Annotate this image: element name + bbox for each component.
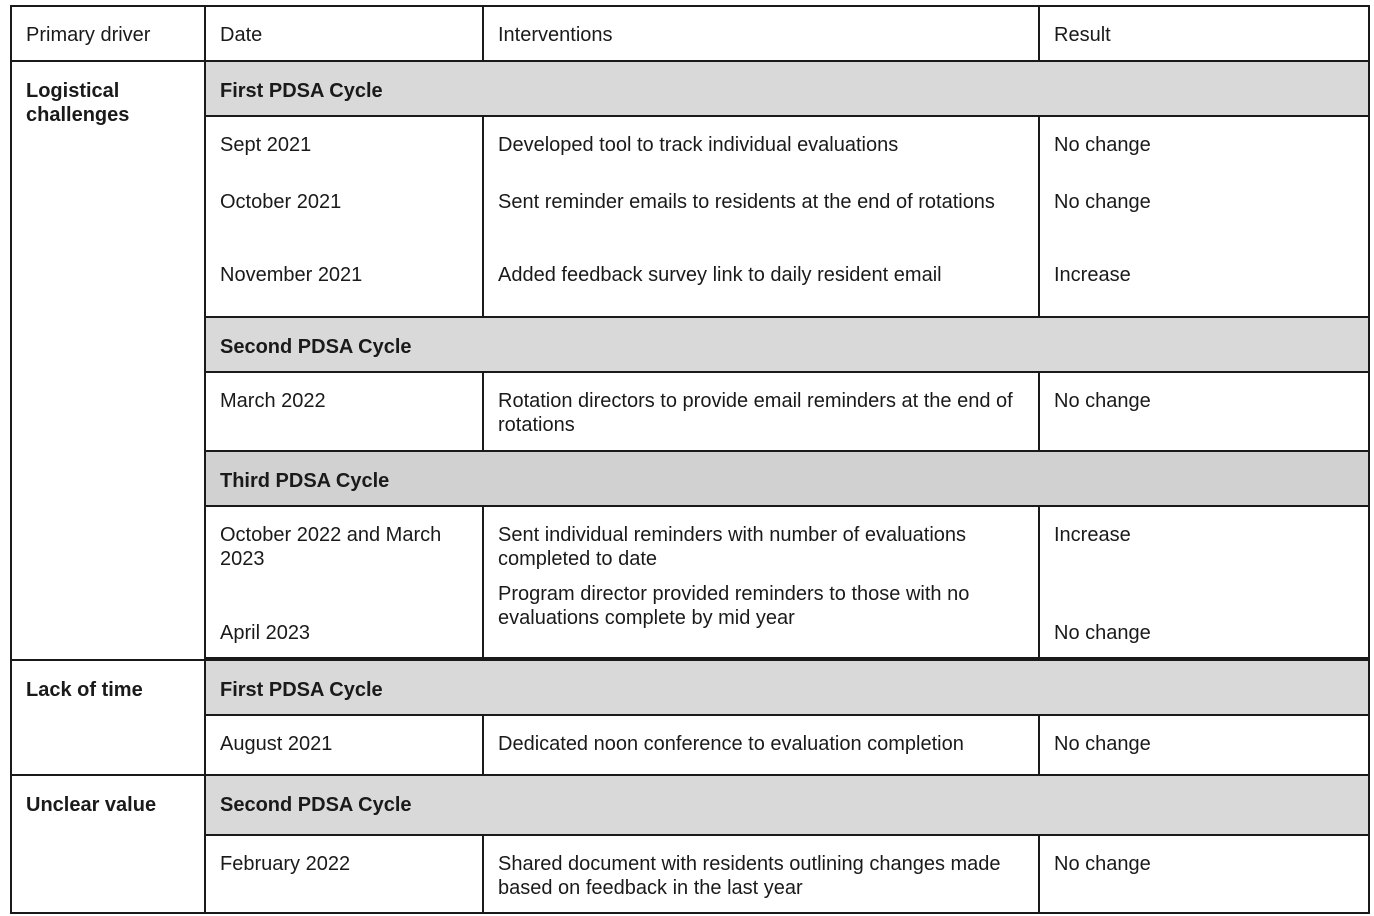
cycle-title: First PDSA Cycle <box>205 61 1369 116</box>
header-primary-driver: Primary driver <box>11 6 205 61</box>
result-cell: No change <box>1039 116 1369 190</box>
result-cell: Increase <box>1039 263 1369 317</box>
cycle-title: Second PDSA Cycle <box>205 775 1369 835</box>
table-row <box>11 116 1369 190</box>
header-row <box>11 6 1369 61</box>
header-interventions: Interventions <box>483 6 1039 61</box>
intervention-cell: Rotation directors to provide email reminders at the end of rotations <box>483 372 1039 451</box>
date-cell: April 2023 <box>205 582 483 658</box>
cycle-row <box>11 317 1369 372</box>
date-cell: March 2022 <box>205 372 483 451</box>
header-result: Result <box>1039 6 1369 61</box>
cycle-title: First PDSA Cycle <box>205 660 1369 715</box>
result-cell: No change <box>1039 372 1369 451</box>
cycle-row <box>11 61 1369 116</box>
result-cell: Increase <box>1039 506 1369 582</box>
intervention-cell: Program director provided reminders to those with no evaluations complete by mid year <box>483 582 1039 658</box>
cycle-title: Second PDSA Cycle <box>205 317 1369 372</box>
intervention-cell: Added feedback survey link to daily resident email <box>483 263 1039 317</box>
cycle-title: Third PDSA Cycle <box>205 451 1369 506</box>
pdsa-table <box>10 5 1370 914</box>
cycle-row <box>11 451 1369 506</box>
primary-driver-cell: Logistical challenges <box>11 61 205 660</box>
table-row <box>11 372 1369 451</box>
table-row <box>11 506 1369 582</box>
result-cell: No change <box>1039 582 1369 658</box>
date-cell: October 2022 and March 2023 <box>205 506 483 582</box>
header-date: Date <box>205 6 483 61</box>
result-cell: No change <box>1039 190 1369 263</box>
date-cell: November 2021 <box>205 263 483 317</box>
intervention-cell: Shared document with residents outlining changes made based on feedback in the last year <box>483 835 1039 913</box>
intervention-cell: Sent individual reminders with number of evaluations completed to date <box>483 506 1039 582</box>
date-cell: October 2021 <box>205 190 483 263</box>
date-cell: August 2021 <box>205 715 483 775</box>
primary-driver-cell: Lack of time <box>11 660 205 775</box>
table-row <box>11 263 1369 317</box>
result-cell: No change <box>1039 835 1369 913</box>
table-row <box>11 582 1369 658</box>
table-row <box>11 190 1369 263</box>
intervention-cell: Sent reminder emails to residents at the end of rotations <box>483 190 1039 263</box>
intervention-cell: Dedicated noon conference to evaluation completion <box>483 715 1039 775</box>
result-cell: No change <box>1039 715 1369 775</box>
date-cell: February 2022 <box>205 835 483 913</box>
table-row <box>11 835 1369 913</box>
primary-driver-cell: Unclear value <box>11 775 205 913</box>
date-cell: Sept 2021 <box>205 116 483 190</box>
cycle-row <box>11 775 1369 835</box>
table-row <box>11 715 1369 775</box>
cycle-row <box>11 660 1369 715</box>
intervention-cell: Developed tool to track individual evaluations <box>483 116 1039 190</box>
